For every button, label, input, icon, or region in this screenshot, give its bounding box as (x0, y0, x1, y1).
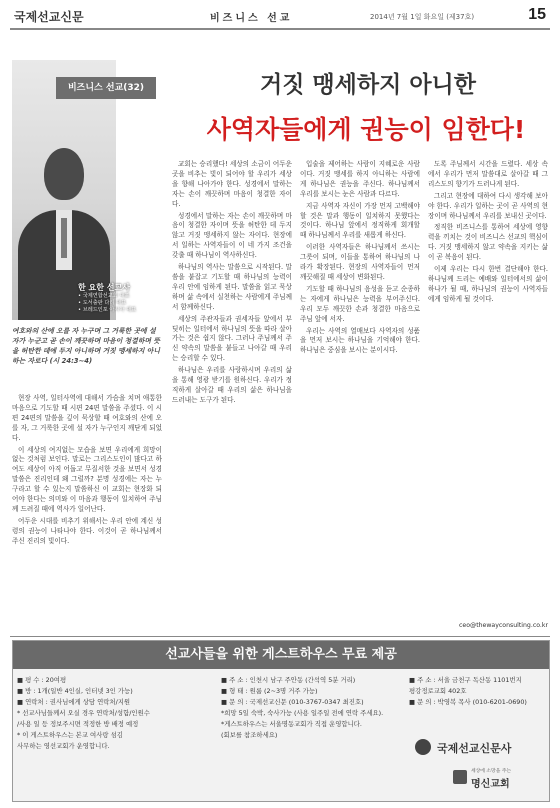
ad-line: * 선교사님들께서 오실 경우 연락처/성함/인원수 (17, 709, 150, 717)
paragraph: 우리는 사역의 열매보다 사역자의 성품을 먼저 보시는 하나님을 기억해야 한다. 하나님은 중심을 보시는 분이시다. (300, 326, 420, 355)
publisher-name: 국제선교신문사 (437, 742, 512, 755)
newspaper-name: 국제선교신문 (14, 10, 84, 24)
author-role: • 브레드인포 아시아 대표 (78, 307, 137, 313)
headline-line-1: 거짓 맹세하지 아니한 (260, 72, 476, 98)
author-photo (12, 60, 116, 320)
ad-line: ■ 형 태 : 원룸 (2~3명 거주 가능) (221, 687, 318, 695)
article-column-1 (12, 394, 162, 630)
paragraph: 세상의 주관자들과 권세자들 앞에서 부딪히는 일터에서 하나님의 뜻을 따라 살아가는 것은 쉽지 않다. 그러나 주님께서 주신 약속의 말씀을 붙들고 나아갈 때 우리는 승리할 수 있다. (172, 314, 292, 363)
paragraph: 이제 우리는 다시 한번 결단해야 한다. 하나님께 드리는 예배와 일터에서의 삶이 하나가 될 때, 하나님의 권능이 사역자들에게 임하게 될 것이다. (428, 265, 548, 303)
article-column-4 (428, 160, 548, 620)
page-number: 15 (528, 6, 546, 23)
ad-column-1 (17, 675, 213, 752)
church-logo (453, 765, 543, 791)
paragraph: 이러한 사역자들은 하나님께서 쓰시는 그릇이 되며, 이들을 통하여 하나님의 나라가 확장된다. 현장의 사역자들이 먼저 깨끗해질 때 세상이 변화된다. (300, 243, 420, 281)
scripture-quote (12, 326, 162, 366)
author-email[interactable]: ceo@thewayconsulting.co.kr (459, 622, 548, 629)
ad-line: *희망 5일 숙박, 숙사가능 (사용 일주일 전에 연락 주세요). (221, 709, 384, 717)
article-column-3 (300, 160, 420, 632)
paragraph: 성경에서 말하는 자는 손이 깨끗하며 마음이 청결한 자이며 뜻을 허탄한 데 두지 않고 거짓 맹세하지 않는 자이다. 현장에서 일하는 사역자들이 이 네 가지 조건을 갖출 때 하나님이 역사하신다. (172, 211, 292, 260)
church-name: 명신교회 (471, 779, 510, 790)
paragraph: 지금 사역자 자신이 가장 먼저 고백해야 할 것은 말과 행동이 일치하지 못했다는 것이다. 하나님 앞에서 정직하게 회개할 때 하나님께서 우리를 새롭게 하신다. (300, 201, 420, 240)
ad-line: ■ 문 의 : 국제선교신문 (010-3767-0347 최진호) (221, 698, 364, 706)
ad-line: *게스트하우스는 서울명동교회가 직접 운영합니다. (221, 720, 362, 728)
ad-line: /사용 일 등 정보주시면 적정한 방 배정 예정 (17, 720, 139, 728)
ad-line: ■ 문 의 : 박영복 목사 (010-6201-0690) (409, 698, 527, 706)
church-tagline: 세상에 소망을 주는 (471, 769, 512, 774)
paragraph: 하나님의 역사는 말씀으로 시작된다. 말씀을 붙잡고 기도할 때 하나님의 능력이 우리 안에 임하게 된다. 말씀을 읽고 묵상하며 삶 속에서 실천하는 사람에게 주님께서 함께하신다. (172, 263, 292, 311)
paragraph: 입술을 제어하는 사람이 지혜로운 사람이다. 거짓 맹세를 하지 아니하는 사람에게 하나님은 권능을 주신다. 하나님께서 우리를 보시는 눈은 사람과 다르다. (300, 160, 420, 198)
ad-line: (회보를 참조하세요) (221, 731, 278, 739)
globe-icon (415, 739, 431, 755)
scripture-text: 여호와의 산에 오를 자 누구며 그 거룩한 곳에 설 자가 누군고 곧 손이 깨끗하며 마음이 청결하며 뜻을 허탄한 데에 두지 아니하며 거짓 맹세하지 아니하는 자로다 (12, 327, 160, 365)
paragraph: 하나님은 우리를 사랑하시며 우리의 삶을 통해 영광 받기를 원하신다. 우리가 정직하게 살아갈 때 우리의 삶은 하나님을 드러내는 도구가 된다. (172, 366, 292, 404)
ad-column-2 (221, 675, 401, 741)
author-role: • 도서출판 다리 대표 (78, 300, 127, 306)
church-icon (453, 770, 467, 784)
author-role: • 국제연합선교회 대표 (78, 293, 130, 299)
ad-line: * 이 게스트하우스는 본교 여사랑 섬김 (17, 731, 123, 739)
ad-title: 선교사들을 위한 게스트하우스 무료 제공 (13, 641, 549, 669)
publisher-logo (411, 737, 543, 761)
ad-line: ■ 방 : 1개(일반 4인실, 인터넷 3인 가능) (17, 687, 133, 695)
headline-line-2: 사역자들에게 권능이 임한다! (206, 115, 526, 144)
ad-column-3 (409, 675, 543, 708)
paragraph: 어두운 시대를 비추기 위해서는 우리 안에 계신 성령의 권능이 나타나야 한다. 이것이 곧 하나님께서 주신 진리의 빛이다. (12, 516, 162, 545)
paragraph: 현장 사역, 일터사역에 대해서 가슴을 치며 애통한 마음으로 기도할 때 시편 24편 말씀을 주셨다. 이 시편 24편의 말씀을 깊이 묵상할 때 여호와의 산에 오를 자, 그 거룩한 곳에 설 자가 누구인지 깨닫게 되었다. (12, 394, 162, 442)
paragraph: 그리고 현장에 대하여 다시 생각해 보아야 한다. 우리가 일하는 곳이 곧 사역의 현장이며 하나님께서 우리를 보내신 곳이다. (428, 191, 548, 220)
ad-line: 사무하는 영선교회가 운영합니다. (17, 742, 110, 750)
paragraph: 이 세상의 여지없는 모습을 보면 우리에게 희망이 없는 것처럼 보인다. 말로는 그리스도인이 많다고 하여도 세상이 아직 어둡고 무질서한 것을 보면서 성경말씀은 진리인데 왜 그럴까? 분명 성경에는 자는 누구라고 할 수 있는지 말씀하신 이 교회는 현장화 되어야 한다는 의미와 이 마음과 행동이 일치하여 주님께 드려질 때에 역사가 일어난다. (12, 445, 162, 513)
ad-line: ■ 연락처 : 권사님에게 상담 연락처/지원 (17, 698, 131, 706)
paragraph: 도록 주님께서 시간을 드렸다. 세상 속에서 우리가 먼저 말씀대로 살아갈 때 그리스도의 향기가 드러나게 된다. (428, 160, 548, 188)
author-silhouette-head (44, 148, 84, 200)
article-column-2 (172, 160, 292, 632)
ad-line: ■ 평 수 : 20여평 (17, 676, 67, 684)
column-badge: 비즈니스 선교(32) (56, 77, 156, 99)
paragraph: 기도할 때 하나님의 음성을 듣고 순종하는 자에게 하나님은 능력을 부어주신다. 우리 모두 깨끗한 손과 청결한 마음으로 주님 앞에 서자. (300, 284, 420, 323)
ad-line: 평강정로교회 402호 (409, 687, 467, 695)
section-name: 비즈니스 선교 (210, 13, 293, 24)
author-name: 한 요한 선교사 (78, 283, 130, 292)
author-credit (78, 282, 164, 314)
paragraph: 정직한 비즈니스를 통하여 세상에 영향력을 끼치는 것이 비즈니스 선교의 핵심이다. 거짓 맹세하지 않고 약속을 지키는 삶이 곧 복음이 된다. (428, 223, 548, 262)
issue-date: 2014년 7월 1일 화요일 (제37호) (370, 13, 475, 21)
page-header (10, 4, 550, 30)
divider (10, 636, 550, 637)
ad-line: ■ 주 소 : 인천시 남구 주안동 (간석역 5분 거리) (221, 676, 356, 684)
ad-line: ■ 주 소 : 서울 금천구 독산동 1101번지 (409, 676, 522, 684)
guesthouse-ad (12, 640, 550, 802)
scripture-reference: (시 24:3~4) (49, 357, 93, 365)
paragraph: 교회는 승리했다! 세상의 소금이 어두운 곳을 비추는 빛이 되어야 할 우리가 세상을 향해 나아가야 한다. 성경에서 말하는 자는 손이 깨끗하며 마음이 청결한 자이다. (172, 160, 292, 208)
